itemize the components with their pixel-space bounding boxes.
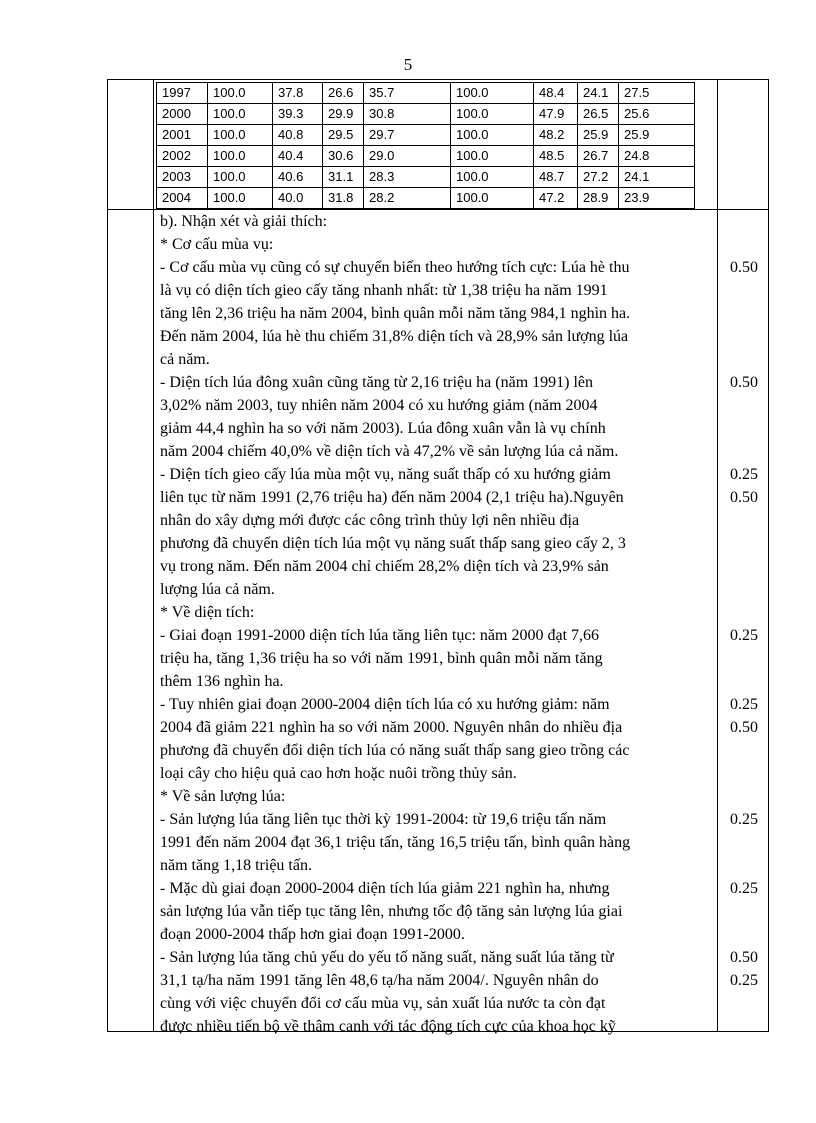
score-value [718,670,770,693]
table-cell: 29.5 [323,125,364,146]
table-cell: 100.0 [451,167,534,188]
text-line: năm 2004 chiếm 40,0% về diện tích và 47,2% về sản lượng lúa cả năm. [160,443,619,460]
table-cell: 2000 [157,104,208,125]
table-cell: 31.8 [323,188,364,209]
table-cell: 26.6 [323,83,364,104]
score-value [718,394,770,417]
text-line: là vụ có diện tích gieo cấy tăng nhanh nhất: từ 1,38 triệu ha năm 1991 [160,282,608,299]
text-line: - Diện tích gieo cấy lúa mùa một vụ, năng suất thấp có xu hướng giảm [160,466,611,483]
table-cell: 100.0 [208,167,273,188]
score-value [718,210,770,233]
score-value [718,992,770,1015]
table-cell: 40.6 [273,167,323,188]
table-cell: 100.0 [451,188,534,209]
table-cell: 27.2 [578,167,619,188]
score-column [718,210,770,1038]
text-line: liên tục từ năm 1991 (2,76 triệu ha) đến năm 2004 (2,1 triệu ha).Nguyên [160,489,624,506]
text-line: nhân do xây dựng mới được các công trình thủy lợi nên nhiều địa [160,512,580,529]
score-value [718,1015,770,1038]
text-line: 2004 đã giảm 221 nghìn ha so với năm 2000. Nguyên nhân do nhiều địa [160,719,623,736]
score-value: 0.25 [730,972,758,989]
section-heading: b). Nhận xét và giải thích: [160,213,328,230]
table-cell: 39.3 [273,104,323,125]
score-value [718,555,770,578]
score-value: 0.25 [730,811,758,828]
table-cell: 30.8 [364,104,451,125]
table-row [157,188,695,209]
section-heading: * Cơ cấu mùa vụ: [160,236,274,253]
score-value [718,509,770,532]
score-value [718,532,770,555]
score-value [718,601,770,624]
text-line: đoạn 2000-2004 thấp hơn giai đoạn 1991-2000. [160,926,465,943]
score-value: 0.50 [730,949,758,966]
table-cell: 2003 [157,167,208,188]
table-cell: 26.7 [578,146,619,167]
text-line: - Sản lượng lúa tăng chủ yếu do yếu tố năng suất, năng suất lúa tăng từ [160,949,614,966]
table-cell: 100.0 [208,146,273,167]
table-cell: 23.9 [619,188,695,209]
table-cell: 100.0 [451,104,534,125]
score-value [718,233,770,256]
text-line: thêm 136 nghìn ha. [160,673,284,690]
table-cell: 28.2 [364,188,451,209]
table-cell: 47.9 [534,104,578,125]
table-cell: 47.2 [534,188,578,209]
table-cell: 48.7 [534,167,578,188]
table-cell: 37.8 [273,83,323,104]
table-cell: 100.0 [451,125,534,146]
score-value: 0.50 [730,259,758,276]
answer-table [107,79,769,1035]
text-line: 1991 đến năm 2004 đạt 36,1 triệu tấn, tăng 16,5 triệu tấn, bình quân hàng [160,834,631,851]
score-value: 0.25 [730,466,758,483]
table-cell: 2001 [157,125,208,146]
text-line: sản lượng lúa vẫn tiếp tục tăng lên, nhưng tốc độ tăng sản lượng lúa giai [160,903,623,920]
score-value [718,785,770,808]
text-line: cả năm. [160,351,210,368]
table-cell: 100.0 [208,188,273,209]
table-cell: 2002 [157,146,208,167]
table-cell: 35.7 [364,83,451,104]
table-cell: 2004 [157,188,208,209]
page-number: 5 [403,55,413,74]
text-line: tăng lên 2,36 triệu ha năm 2004, bình quân mỗi năm tăng 984,1 nghìn ha. [160,305,631,322]
table-cell: 100.0 [451,83,534,104]
table-row [157,167,695,188]
answer-text [160,210,718,1038]
table-cell: 40.4 [273,146,323,167]
text-line: vụ trong năm. Đến năm 2004 chỉ chiếm 28,2% diện tích và 23,9% sản [160,558,609,575]
score-value [718,279,770,302]
table-cell: 30.6 [323,146,364,167]
score-value [718,440,770,463]
text-line: - Cơ cấu mùa vụ cũng có sự chuyển biến theo hướng tích cực: Lúa hè thu [160,259,630,276]
table-cell: 100.0 [451,146,534,167]
table-cell: 100.0 [208,83,273,104]
score-value [718,831,770,854]
table-row [157,104,695,125]
table-cell: 24.1 [578,83,619,104]
text-line: - Giai đoạn 1991-2000 diện tích lúa tăng liên tục: năm 2000 đạt 7,66 [160,627,600,644]
text-line: Đến năm 2004, lúa hè thu chiếm 31,8% diện tích và 28,9% sản lượng lúa [160,328,629,345]
table-cell: 29.0 [364,146,451,167]
text-line: 31,1 tạ/ha năm 1991 tăng lên 48,6 tạ/ha năm 2004/. Nguyên nhân do [160,972,599,989]
table-cell: 48.4 [534,83,578,104]
text-line: năm tăng 1,18 triệu tấn. [160,857,312,874]
text-line: giảm 44,4 nghìn ha so với năm 2003). Lúa đông xuân vẫn là vụ chính [160,420,606,437]
table-cell: 25.9 [619,125,695,146]
score-value: 0.25 [730,627,758,644]
section-heading: * Về diện tích: [160,604,255,621]
text-line: loại cây cho hiệu quả cao hơn hoặc nuôi trồng thủy sản. [160,765,517,782]
table-cell: 27.5 [619,83,695,104]
table-cell: 40.8 [273,125,323,146]
score-value [718,739,770,762]
table-cell: 29.9 [323,104,364,125]
table-cell: 100.0 [208,104,273,125]
score-value: 0.25 [730,880,758,897]
score-value: 0.25 [730,696,758,713]
score-value [718,923,770,946]
text-line: 3,02% năm 2003, tuy nhiên năm 2004 có xu hướng giảm (năm 2004 [160,397,598,414]
score-value [718,900,770,923]
score-value [718,325,770,348]
score-value [718,854,770,877]
table-row [157,125,695,146]
table-row [157,83,695,104]
score-value [718,302,770,325]
table-cell: 28.9 [578,188,619,209]
text-line: phương đã chuyển đổi diện tích lúa có năng suất thấp sang gieo trồng các [160,742,630,759]
text-line: cùng với việc chuyển đổi cơ cấu mùa vụ, sản xuất lúa nước ta còn đạt [160,995,606,1012]
text-line: - Tuy nhiên giai đoạn 2000-2004 diện tích lúa có xu hướng giảm: năm [160,696,610,713]
score-value [718,417,770,440]
text-line: - Diện tích lúa đông xuân cũng tăng từ 2,16 triệu ha (năm 1991) lên [160,374,594,391]
table-row [157,146,695,167]
table-cell: 48.5 [534,146,578,167]
table-cell: 24.8 [619,146,695,167]
table-cell: 28.3 [364,167,451,188]
table-cell: 25.9 [578,125,619,146]
table-cell: 26.5 [578,104,619,125]
text-line: phương đã chuyển diện tích lúa một vụ năng suất thấp sang gieo cấy 2, 3 [160,535,626,552]
section-heading: * Về sản lượng lúa: [160,788,286,805]
table-cell: 24.1 [619,167,695,188]
table-cell: 48.2 [534,125,578,146]
text-line: được nhiều tiến bộ về thâm canh với tác động tích cực của khoa học kỹ [160,1018,616,1035]
table-cell: 40.0 [273,188,323,209]
score-value: 0.50 [730,719,758,736]
text-line: lượng lúa cả năm. [160,581,275,598]
text-line: - Sản lượng lúa tăng liên tục thời kỳ 1991-2004: từ 19,6 triệu tấn năm [160,811,607,828]
score-value [718,348,770,371]
text-line: triệu ha, tăng 1,36 triệu ha so với năm 1991, bình quân mỗi năm tăng [160,650,603,667]
table-cell: 31.1 [323,167,364,188]
score-value [718,647,770,670]
table-cell: 29.7 [364,125,451,146]
table-cell: 25.6 [619,104,695,125]
column-divider-left [153,80,154,1031]
score-value [718,578,770,601]
score-value: 0.50 [730,489,758,506]
data-table [156,82,695,209]
table-cell: 100.0 [208,125,273,146]
score-value [718,762,770,785]
text-line: - Mặc dù giai đoạn 2000-2004 diện tích lúa giảm 221 nghìn ha, nhưng [160,880,610,897]
table-cell: 1997 [157,83,208,104]
score-value: 0.50 [730,374,758,391]
